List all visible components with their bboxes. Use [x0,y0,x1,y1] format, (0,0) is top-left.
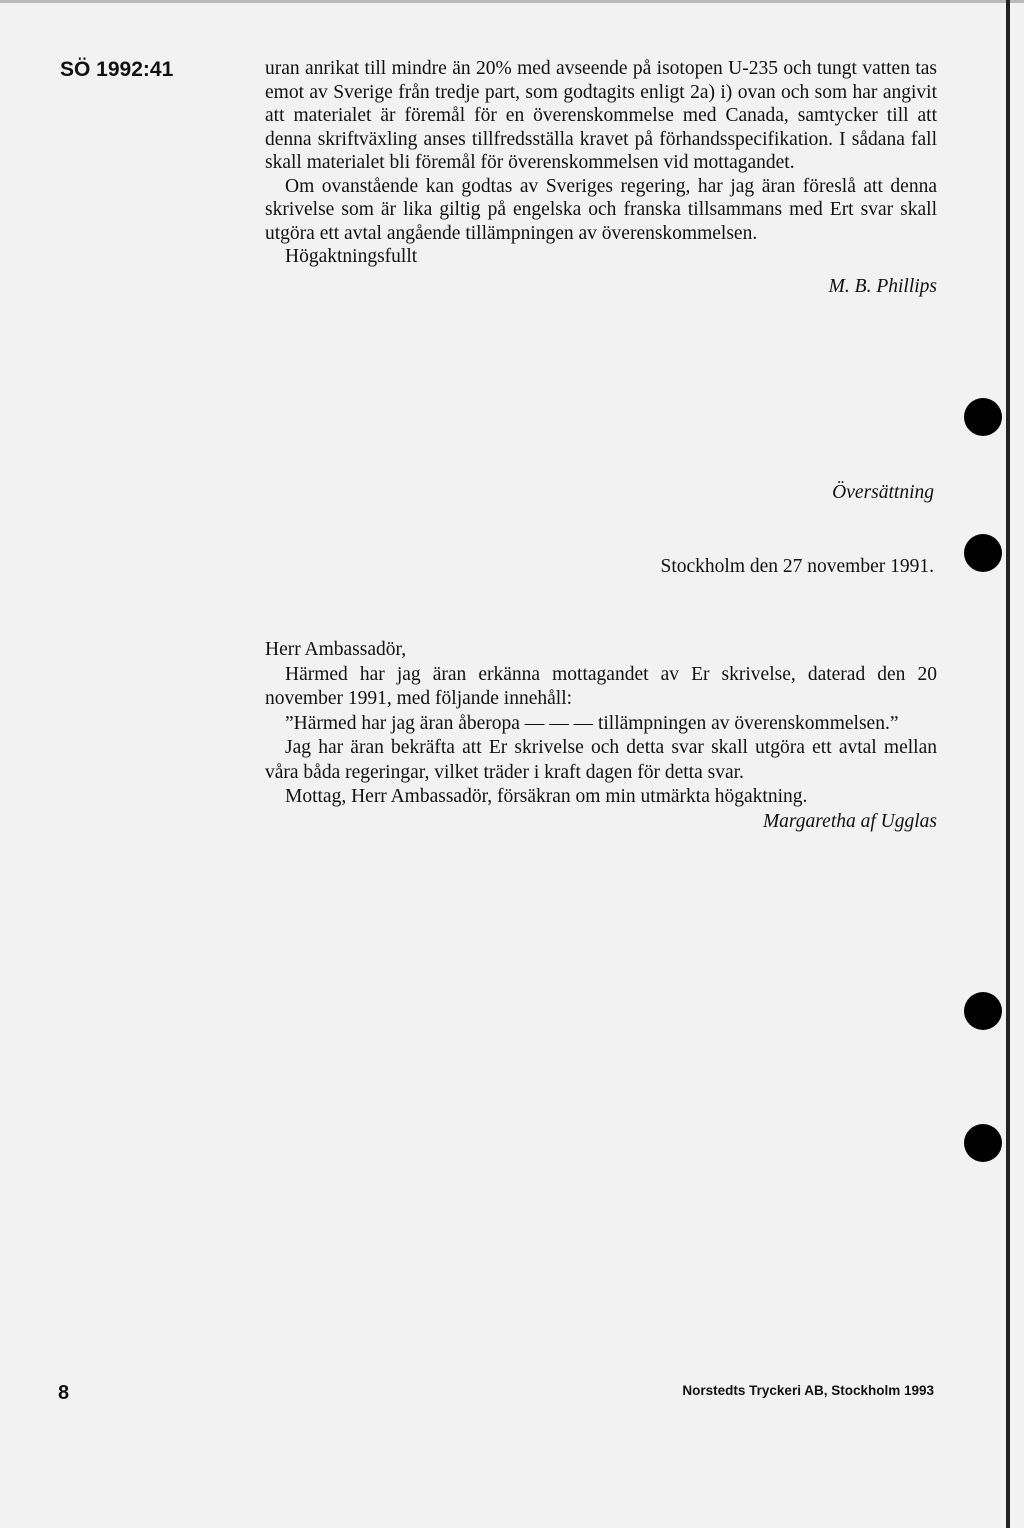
letter-two-paragraph-1: Härmed har jag äran erkänna mottagandet av Er skrivelse, daterad den 20 november 1991, med följande innehåll: [265,663,937,709]
letter-two-signature: Margaretha af Ugglas [762,810,937,832]
letter-one-signature: M. B. Phillips [828,275,937,297]
punch-hole-1 [964,398,1002,436]
letter-two-closing: Mottag, Herr Ambassadör, försäkran om min utmärkta högaktning. [285,786,808,807]
document-id: SÖ 1992:41 [60,58,174,81]
scan-edge-top [0,0,1024,3]
letter-two-paragraph-2: Jag har äran bekräfta att Er skrivelse och detta svar skall utgöra ett avtal mellan våra båda regeringar, vilket träder i kraft dagen för detta svar. [265,737,937,783]
letter-two [265,638,937,834]
page-number: 8 [58,1382,70,1404]
translation-heading: Översättning [832,482,934,503]
punch-hole-3 [964,992,1002,1030]
punch-hole-4 [964,1124,1002,1162]
scan-edge-right [1006,0,1010,1528]
letter-one-closing: Högaktningsfullt [285,246,418,267]
punch-hole-2 [964,534,1002,572]
letter-one-paragraph-1: uran anrikat till mindre än 20% med avseende på isotopen U-235 och tungt vatten tas emot av Sverige från tredje part, som godtagits enligt 2a) i) ovan och som har angivit att materialet är föremål för en överenskommelse med Canada, samtycker till att denna skriftväxling anses tillfredsställa kravet på förhandsspecifikation. I sådana fall skall materialet bli föremål för överenskommelsen vid mottagandet. [265,58,937,173]
letter-two-salutation: Herr Ambassadör, [265,639,407,660]
printer-imprint: Norstedts Tryckeri AB, Stockholm 1993 [682,1383,934,1398]
dateline: Stockholm den 27 november 1991. [660,556,934,577]
letter-one-paragraph-2: Om ovanstående kan godtas av Sveriges regering, har jag äran föreslå att denna skrivelse som är lika giltig på engelska och franska tillsammans med Ert svar skall utgöra ett avtal angående tillämpningen av överenskommelsen. [265,175,937,244]
letter-one [265,57,937,298]
letter-two-quote: ”Härmed har jag äran åberopa — — — tillämpningen av överenskommelsen.” [285,712,899,734]
